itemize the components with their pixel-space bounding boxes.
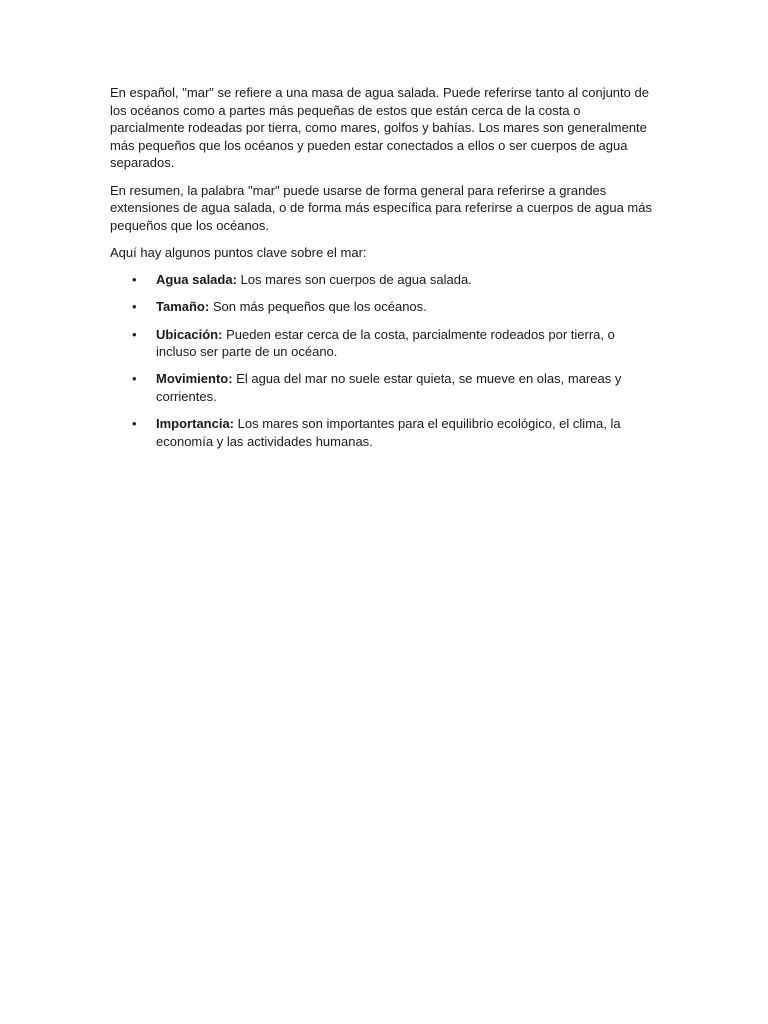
list-item-term: Agua salada: [156, 272, 237, 288]
paragraph-summary: En resumen, la palabra "mar" puede usarse de forma general para referirse a grandes extensiones de agua salada, o de forma más específica para referirse a cuerpos de agua más pequeños que los océanos. [110, 182, 652, 233]
list-item [110, 415, 658, 450]
bullet-icon: • [132, 299, 137, 315]
key-points-list [110, 271, 658, 450]
list-item-text: Pueden estar cerca de la costa, parcialmente rodeados por tierra, o incluso ser parte de un océano. [156, 326, 615, 360]
bullet-icon: • [132, 371, 137, 387]
list-item-text: El agua del mar no suele estar quieta, se mueve en olas, mareas y corrientes. [156, 371, 622, 404]
bullet-icon: • [132, 326, 137, 342]
list-item-text: Los mares son cuerpos de agua salada. [236, 272, 472, 288]
list-item [110, 298, 658, 316]
list-item-term: Movimiento: [156, 371, 233, 387]
list-item-term: Importancia: [156, 416, 235, 432]
list-item [110, 370, 658, 405]
paragraph-intro-list: Aquí hay algunos puntos clave sobre el mar: [110, 244, 367, 260]
list-item [110, 326, 658, 361]
paragraph-definition: En español, "mar" se refiere a una masa de agua salada. Puede referirse tanto al conjunto de los océanos como a partes más pequeñas de estos que están cerca de la costa o parcialmente rodeadas por tierra, como mares, golfos y bahías. Los mares son generalmente más pequeños que los océanos y pueden estar conectados a ellos o ser cuerpos de agua separados. [110, 85, 649, 171]
list-item-text: Son más pequeños que los océanos. [209, 299, 427, 315]
list-item [110, 271, 658, 289]
bullet-icon: • [132, 416, 137, 432]
list-item-text: Los mares son importantes para el equilibrio ecológico, el clima, la economía y las actividades humanas. [156, 416, 621, 449]
bullet-icon: • [132, 272, 137, 288]
document-body [110, 84, 658, 460]
list-item-term: Ubicación: [156, 326, 223, 342]
list-item-term: Tamaño: [156, 299, 210, 315]
